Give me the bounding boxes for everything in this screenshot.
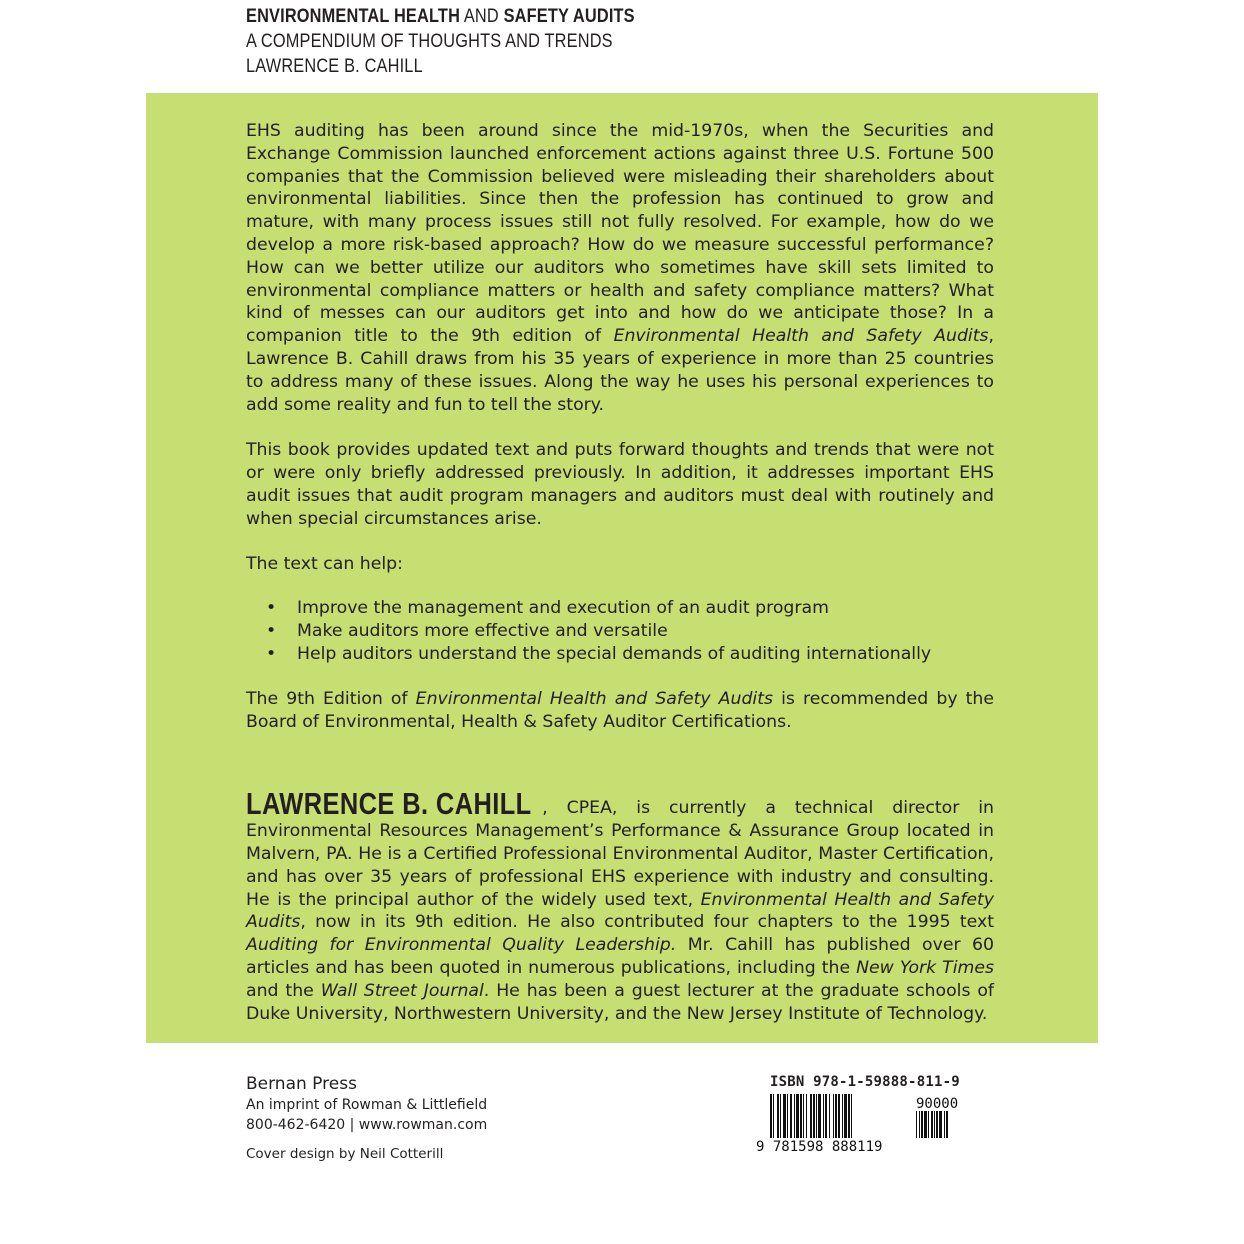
title-part-2: SAFETY AUDITS	[503, 6, 635, 27]
list-item	[266, 620, 994, 643]
list-item-text: Improve the management and execution of an audit program	[297, 598, 829, 619]
isbn-label: ISBN 978-1-59888-811-9	[770, 1074, 960, 1090]
bio-text-c: Mr. Cahill has published over 60 articles and has been quoted in numerous publications, including the	[246, 935, 994, 978]
back-cover-text	[246, 120, 994, 1025]
barcode-icon	[756, 1094, 992, 1154]
intro-text-a: EHS auditing has been around since the mid-1970s, when the Securities and Exchange Commission launched enforcement actions against three U.S. Fortune 500 companies that the Commission believed were misleading their shareholders about environmental liabilities. Since then the profession has continued to grow and mature, with many process issues still not fully resolved. For example, how do we develop a more risk-based approach? How do we measure successful performance? How can we better utilize our auditors who sometimes have skill sets limited to environmental compliance matters or health and safety compliance matters? What kind of messes can our auditors get into and how do we anticipate those? In a companion title to the 9th edition of	[246, 121, 994, 347]
publisher-imprint: An imprint of Rowman & Littlefield	[246, 1097, 488, 1113]
rec-text-b: is recommended by the Board of Environmental, Health & Safety Auditor Certifications.	[246, 688, 994, 732]
list-item	[266, 597, 994, 620]
author-name: LAWRENCE B. CAHILL	[246, 786, 532, 822]
list-item-text: Make auditors more effective and versatile	[297, 621, 668, 642]
bio-text-d: and the	[246, 980, 321, 1001]
bullet-icon: •	[266, 621, 277, 642]
intro-text-b: , Lawrence B. Cahill draws from his 35 years of experience in more than 25 countries to address many of these issues. Along the way he uses his personal experiences to add some reality and fun to tell the story.	[246, 326, 994, 415]
list-item	[266, 643, 994, 666]
intro-italic-title: Environmental Health and Safety Audits	[613, 326, 989, 347]
benefits-list	[246, 597, 994, 665]
bio-text-b: , now in its 9th edition. He also contributed four chapters to the 1995 text	[300, 912, 994, 933]
bio-italic-4: Wall Street Journal	[320, 980, 484, 1001]
list-item-text: Help auditors understand the special demands of auditing internationally	[297, 643, 932, 664]
book-subtitle: A COMPENDIUM OF THOUGHTS AND TRENDS	[246, 31, 613, 52]
bullet-icon: •	[266, 643, 277, 664]
publisher-name: Bernan Press	[246, 1074, 357, 1094]
bullet-icon: •	[266, 598, 277, 619]
recommendation-paragraph	[246, 688, 994, 734]
bio-text-e: . He has been a guest lecturer at the graduate schools of Duke University, Northwestern University, and the New Jersey Institute of Technology.	[246, 980, 995, 1024]
author-bio	[246, 786, 995, 1025]
publisher-info	[246, 1073, 487, 1135]
bio-italic-2: Auditing for Environmental Quality Leadership.	[246, 935, 677, 956]
book-title	[246, 4, 848, 29]
rec-text-a: The 9th Edition of	[246, 688, 416, 709]
addon-digits: 90000	[916, 1096, 959, 1112]
cover-credit: Cover design by Neil Cotterill	[246, 1146, 444, 1162]
intro-paragraph	[246, 120, 994, 416]
bio-italic-1: Environmental Health and Safety Audits	[246, 889, 994, 933]
bio-italic-3: New York Times	[856, 957, 994, 978]
cover-header	[246, 4, 848, 79]
title-and: AND	[463, 6, 499, 27]
bio-text-a: , CPEA, is currently a technical director in Environmental Resources Management’s Performance & Assurance Group located in Malvern, PA. He is a Certified Professional Environmental Auditor, Master Certification, and has over 35 years of professional EHS experience with industry and consulting. He is the principal author of the widely used text,	[246, 798, 994, 910]
title-part-1: ENVIRONMENTAL HEALTH	[246, 6, 461, 27]
publisher-contact: 800-462-6420 | www.rowman.com	[246, 1117, 488, 1133]
rec-italic-title: Environmental Health and Safety Audits	[415, 688, 774, 709]
help-intro: The text can help:	[246, 553, 403, 574]
book-description-paragraph: This book provides updated text and puts forward thoughts and trends that were not or were only briefly addressed previously. In addition, it addresses important EHS audit issues that audit program managers and auditors must deal with routinely and when special circumstances arise.	[246, 440, 994, 529]
isbn-barcode-block	[756, 1074, 992, 1154]
header-author: LAWRENCE B. CAHILL	[246, 56, 423, 77]
ean-digits: 9 781598 888119	[756, 1139, 883, 1154]
